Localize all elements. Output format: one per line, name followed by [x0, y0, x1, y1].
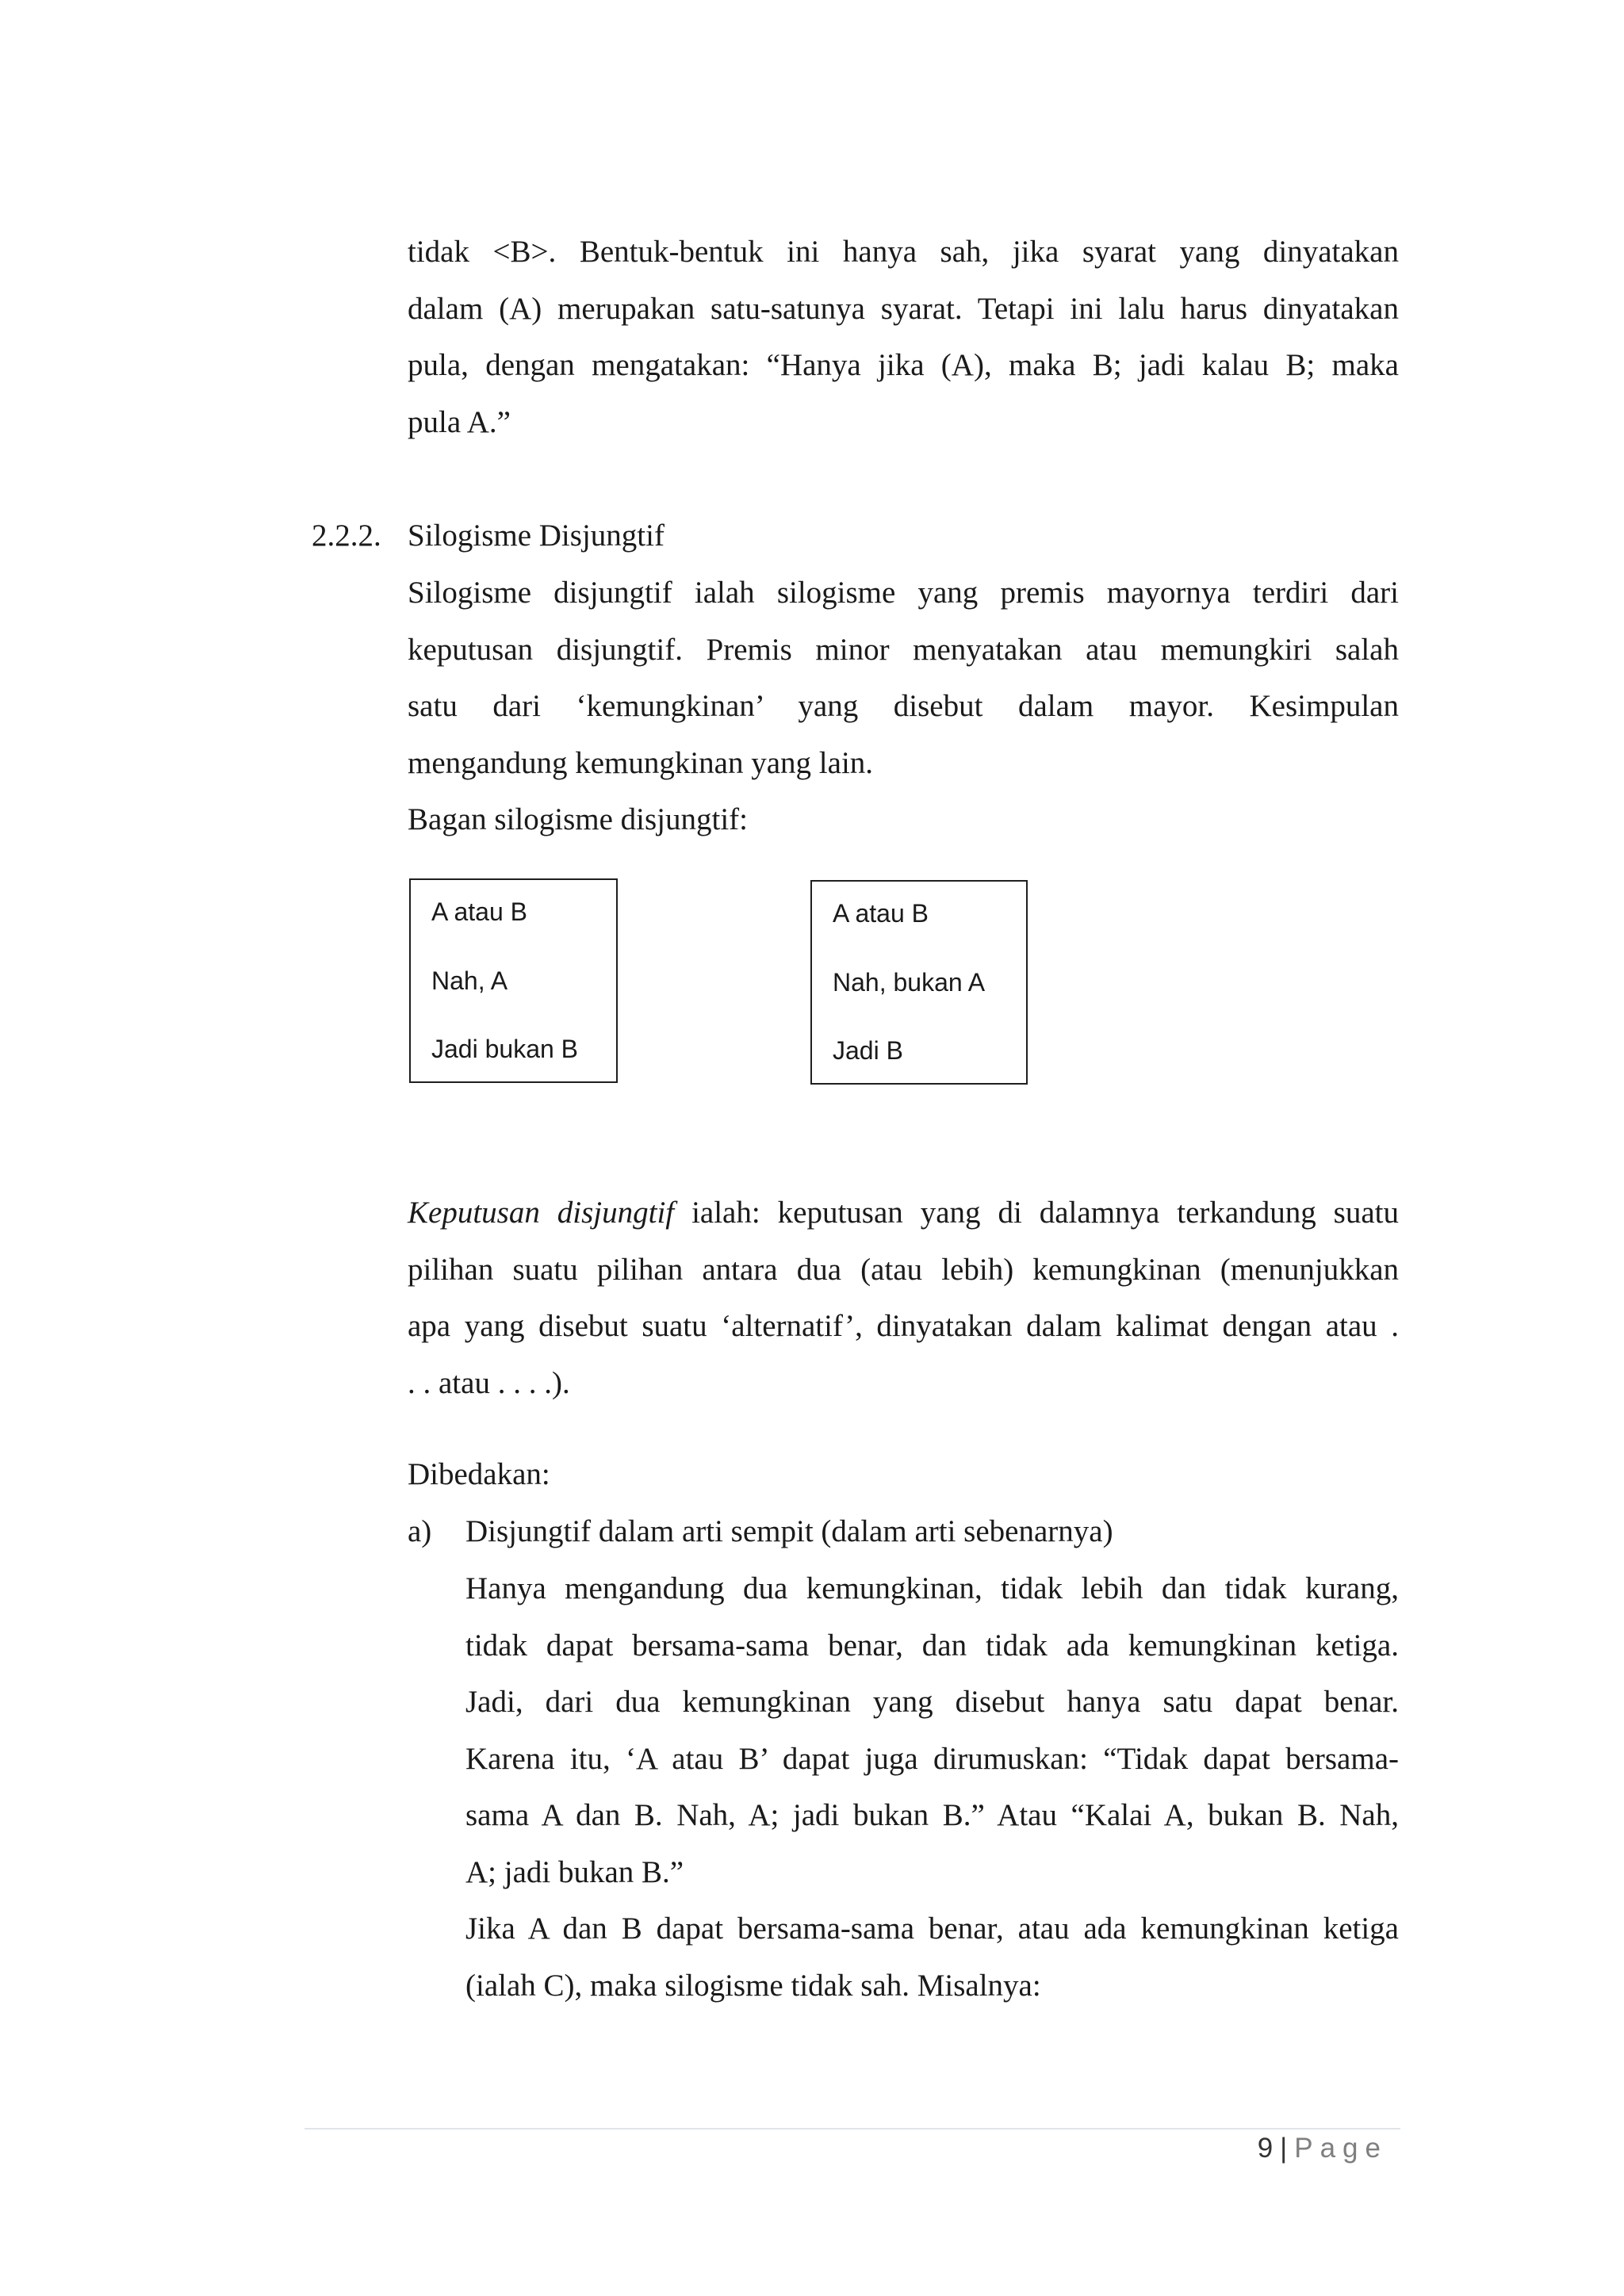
text-line: Jadi, dari dua kemungkinan yang disebut hanya satu dapat benar. [465, 1685, 1399, 1719]
box-line: Nah, A [431, 966, 508, 995]
list-marker: a) [408, 1514, 432, 1548]
page-label: Page [1294, 2133, 1388, 2164]
section-paragraph [408, 564, 1399, 848]
text-line: Karena itu, ‘A atau B’ dapat juga dirumuskan: “Tidak dapat bersama- [465, 1741, 1399, 1776]
page-number: 9 [1257, 2133, 1274, 2164]
section-number: 2.2.2. [312, 519, 381, 553]
diagram-caption: Bagan silogisme disjungtif: [408, 802, 748, 836]
text-line: A; jadi bukan B.” [465, 1854, 684, 1889]
text-line: pula A.” [408, 404, 511, 439]
text-line [408, 1184, 1399, 1242]
text-line: pilihan suatu pilihan antara dua (atau lebih) kemungkinan (menunjukkan [408, 1252, 1399, 1287]
text-line: keputusan disjungtif. Premis minor menyatakan atau memungkiri salah [408, 632, 1399, 667]
distinguished-label: Dibedakan: [408, 1457, 550, 1491]
text-line: Silogisme disjungtif ialah silogisme yang premis mayornya terdiri dari [408, 576, 1399, 610]
section-heading [312, 507, 665, 564]
section-title: Silogisme Disjungtif [408, 519, 665, 553]
text-line: tidak dapat bersama-sama benar, dan tidak ada kemungkinan ketiga. [465, 1628, 1399, 1663]
footer-divider [304, 2128, 1400, 2130]
list-item-a-body [465, 1560, 1399, 2014]
text-line: mengandung kemungkinan yang lain. [408, 745, 874, 780]
definition-term: Keputusan disjungtif [408, 1196, 675, 1230]
text-line: satu dari ‘kemungkinan’ yang disebut dalam mayor. Kesimpulan [408, 689, 1399, 723]
list-item-title: Disjungtif dalam arti sempit (dalam arti sebenarnya) [465, 1514, 1113, 1548]
syllogism-box-1 [409, 878, 618, 1083]
box-line: Jadi B [833, 1036, 903, 1065]
box-line: Nah, bukan A [833, 968, 986, 997]
page-footer [1258, 2133, 1388, 2164]
syllogism-box-2 [810, 880, 1028, 1085]
top-paragraph [408, 224, 1399, 450]
text-line: apa yang disebut suatu ‘alternatif’, dinyatakan dalam kalimat dengan atau . [408, 1309, 1399, 1343]
box-line: A atau B [833, 899, 929, 928]
box-line: A atau B [431, 897, 527, 926]
text-line: Jika A dan B dapat bersama-sama benar, atau ada kemungkinan ketiga [465, 1911, 1399, 1946]
definition-paragraph [408, 1184, 1399, 1411]
text-line: tidak <B>. Bentuk-bentuk ini hanya sah, jika syarat yang dinyatakan [408, 235, 1399, 269]
definition-text: ialah: keputusan yang di dalamnya terkandung suatu [674, 1196, 1399, 1230]
list-item-a [408, 1503, 1113, 1560]
footer-separator: | [1280, 2133, 1289, 2164]
text-line: . . atau . . . .). [408, 1365, 570, 1400]
text-line: Hanya mengandung dua kemungkinan, tidak lebih dan tidak kurang, [465, 1571, 1399, 1605]
text-line: (ialah C), maka silogisme tidak sah. Misalnya: [465, 1968, 1041, 2003]
box-line: Jadi bukan B [431, 1035, 579, 1063]
text-line: dalam (A) merupakan satu-satunya syarat. Tetapi ini lalu harus dinyatakan [408, 291, 1399, 326]
text-line: pula, dengan mengatakan: “Hanya jika (A), maka B; jadi kalau B; maka [408, 348, 1399, 382]
text-line: sama A dan B. Nah, A; jadi bukan B.” Atau “Kalai A, bukan B. Nah, [465, 1798, 1399, 1832]
